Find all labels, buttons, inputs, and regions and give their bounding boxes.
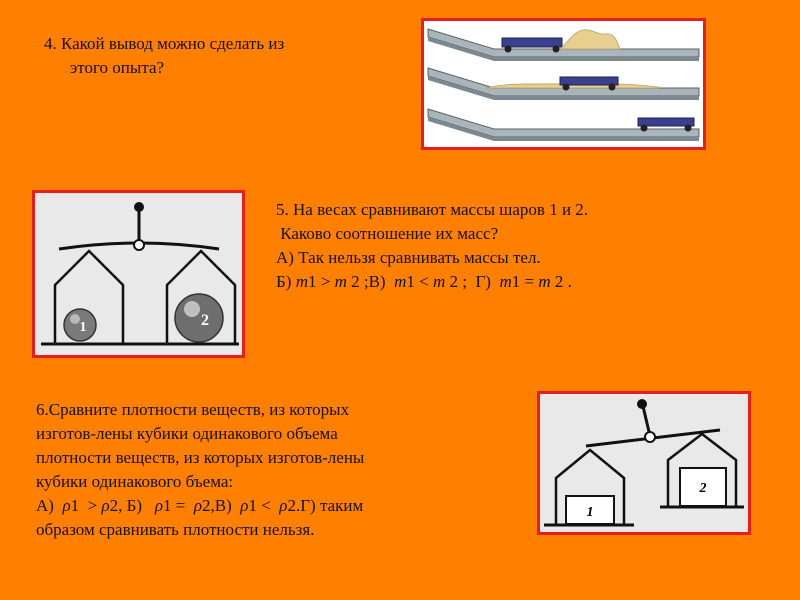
option-b-end: 2 ;В) <box>346 272 395 291</box>
answer-v-relation: 1 < <box>248 496 280 515</box>
answer-a-rho2: ρ <box>101 496 110 515</box>
ball-1-label: 1 <box>79 320 87 335</box>
cube-2-label: 2 <box>699 481 707 496</box>
ball-2-label: 2 <box>201 312 209 329</box>
option-v-end: 2 ; Г) <box>445 272 500 291</box>
question-6-answers <box>36 494 364 518</box>
question-6-line-6: образом сравнивать плотности нельзя. <box>36 520 315 539</box>
answer-v-rho1: ρ <box>240 496 249 515</box>
question-5 <box>276 198 588 294</box>
track-1 <box>428 29 699 61</box>
sand-pile-1 <box>560 30 620 49</box>
option-g-relation: 1 = <box>511 272 539 291</box>
option-b-m2: m <box>334 272 347 291</box>
option-g-m1: m <box>499 272 512 291</box>
question-5-option-a: А) Так нельзя сравнивать массы тел. <box>276 248 541 267</box>
answer-b-rho1: ρ <box>154 496 163 515</box>
answer-a-end: 2, Б) <box>109 496 155 515</box>
question-6-line-3: плотности веществ, из которых изготов-лены <box>36 448 365 467</box>
cube-1-label: 1 <box>586 505 594 520</box>
answer-a-rho1: ρ <box>62 496 71 515</box>
answer-b-rho2: ρ <box>193 496 203 515</box>
question-6-line-4: кубики одинакового бъема: <box>36 472 234 491</box>
answer-v-end: 2.Г) таким <box>287 496 364 515</box>
question-4-line-2: этого опыта? <box>70 58 165 77</box>
question-6-line-1: 6.Сравните плотности веществ, из которых <box>36 400 350 419</box>
question-5-options-bvg <box>276 270 588 294</box>
answer-v-rho2: ρ <box>279 496 288 515</box>
question-4 <box>44 32 284 80</box>
question-6 <box>36 398 364 542</box>
question-6-line-2: изготов-лены кубики одинакового объема <box>36 424 338 443</box>
carts-experiment-drawing <box>424 21 703 147</box>
question-4-line-1: 4. Какой вывод можно сделать из <box>44 34 285 53</box>
answer-b-relation: 1 = <box>163 496 194 515</box>
balance-balls-image <box>32 190 245 358</box>
balance-cubes-drawing <box>540 394 748 532</box>
carts-experiment-image <box>421 18 706 150</box>
option-v-relation: 1 < <box>406 272 433 291</box>
option-v-m1: m <box>394 272 407 291</box>
option-b-m1: m <box>295 272 308 291</box>
question-5-line-2: Каково соотношение их масс? <box>276 224 499 243</box>
question-5-line-1: 5. На весах сравнивают массы шаров 1 и 2. <box>276 200 589 219</box>
ball-2 <box>175 294 223 342</box>
answer-a-relation: 1 > <box>70 496 102 515</box>
option-g-m2: m <box>538 272 551 291</box>
option-v-m2: m <box>432 272 446 291</box>
option-g-end: 2 . <box>550 272 572 291</box>
balance-balls-drawing <box>35 193 242 355</box>
option-b-relation: 1 > <box>307 272 335 291</box>
balance-cubes-image <box>537 391 751 535</box>
answer-b-end: 2,В) <box>202 496 241 515</box>
answer-a-prefix: А) <box>36 496 63 515</box>
option-b-prefix: Б) <box>276 272 296 291</box>
